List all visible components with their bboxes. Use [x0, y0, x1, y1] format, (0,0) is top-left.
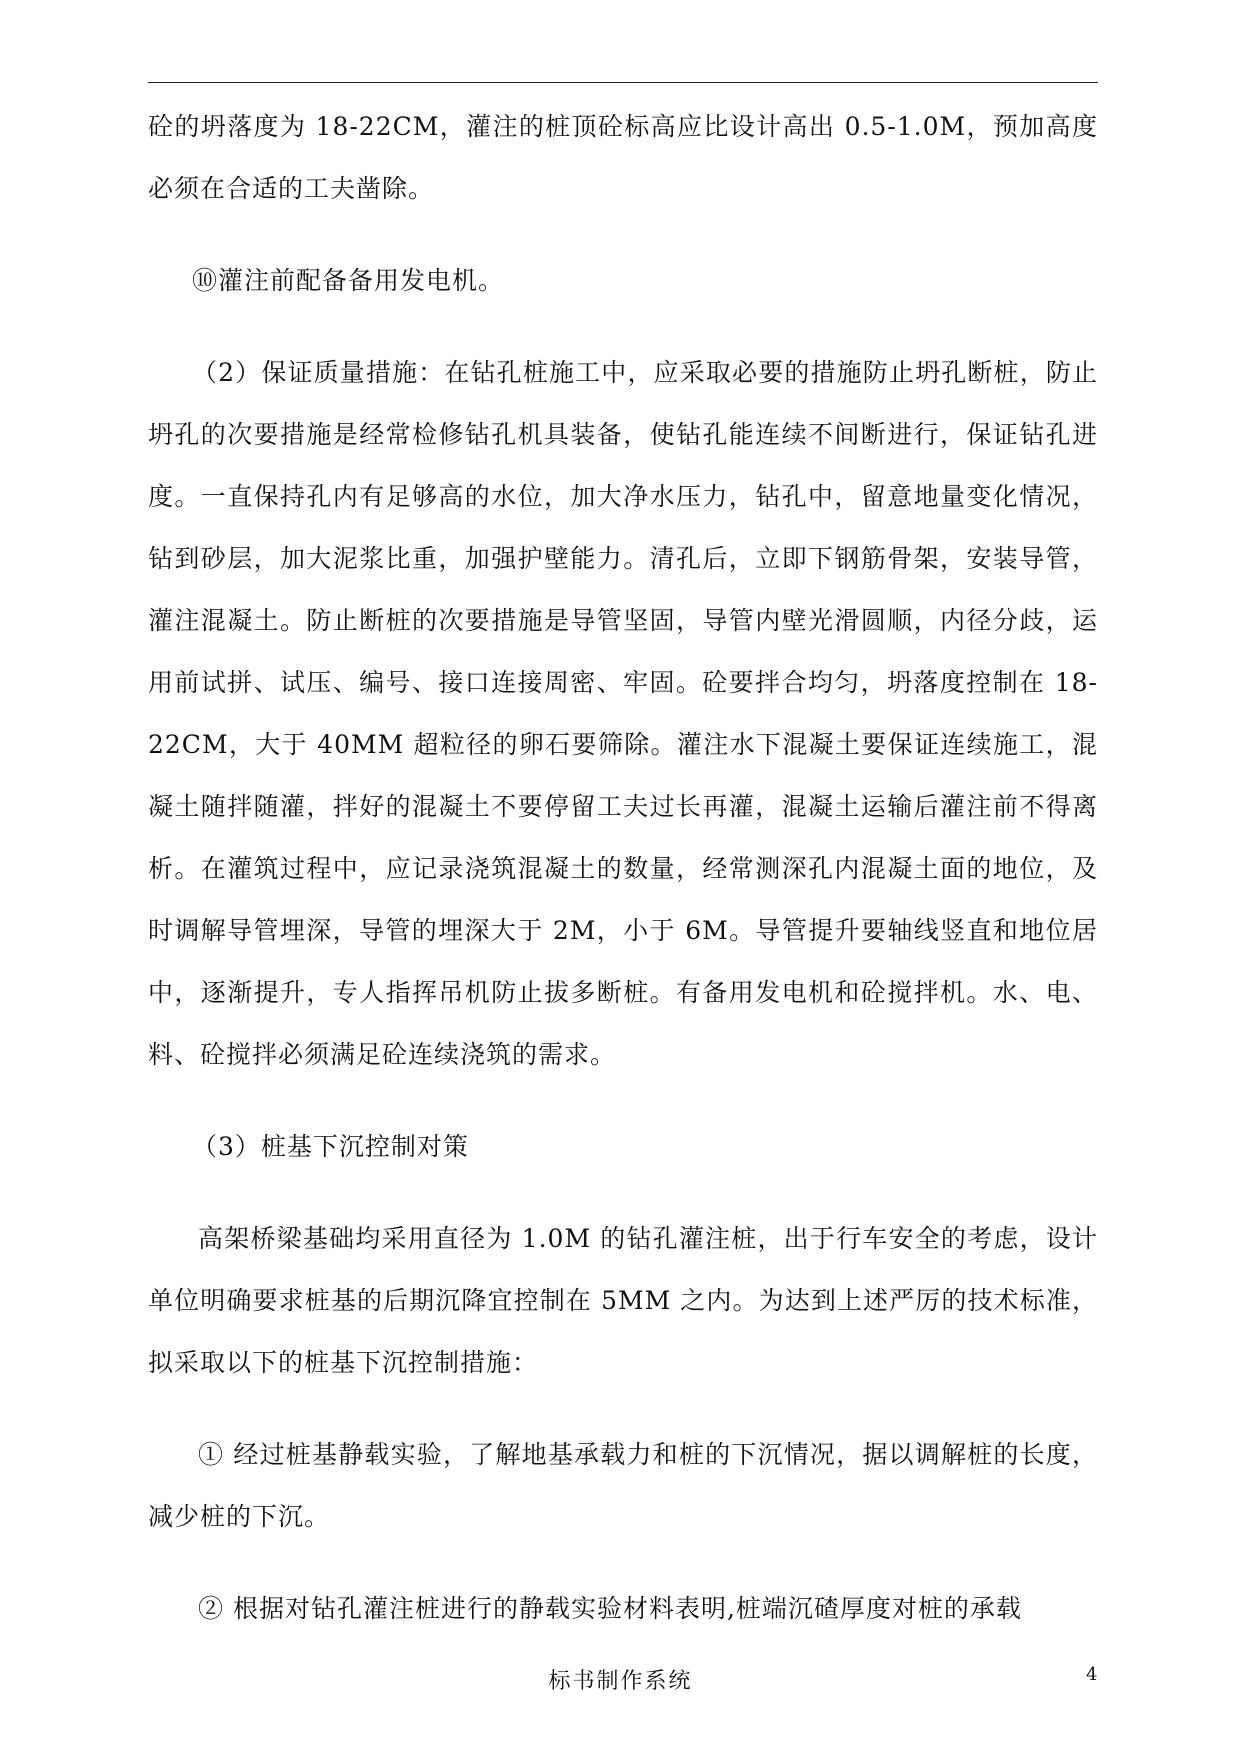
footer-title: 标书制作系统	[548, 1669, 693, 1694]
paragraph-item-1: ① 经过桩基静载实验，了解地基承载力和桩的下沉情况，据以调解桩的长度，减少桩的下沉。	[148, 1440, 1098, 1531]
paragraph-item-2: ② 根据对钻孔灌注桩进行的静载实验材料表明,桩端沉碴厚度对桩的承载	[198, 1594, 1022, 1623]
paragraph-quality-measures: （2）保证质量措施：在钻孔桩施工中，应采取必要的措施防止坍孔断桩，防止坍孔的次要措施是经常检修钻孔机具装备，使钻孔能连续不间断进行，保证钻孔进度。一直保持孔内有足够高的水位，加大净水压力，钻孔中，留意地量变化情况，钻到砂层，加大泥浆比重，加强护壁能力。清孔后，立即下钢筋骨架，安装导管，灌注混凝土。防止断桩的次要措施是导管坚固，导管内壁光滑圆顺，内径分歧，运用前试拼、试压、编号、接口连接周密、牢固。砼要拌合均匀，坍落度控制在 18-22CM，大于 40MM 超粒径的卵石要筛除。灌注水下混凝土要保证连续施工，混凝土随拌随灌，拌好的混凝土不要停留工夫过长再灌，混凝土运输后灌注前不得离析。在灌筑过程中，应记录浇筑混凝土的数量，经常测深孔内混凝土面的地位，及时调解导管埋深，导管的埋深大于 2M，小于 6M。导管提升要轴线竖直和地位居中，逐渐提升，专人指挥吊机防止拔多断桩。有备用发电机和砼搅拌机。水、电、料、砼搅拌必须满足砼连续浇筑的需求。	[148, 358, 1098, 1069]
document-body	[148, 96, 1098, 1640]
header-rule	[148, 82, 1098, 83]
paragraph-continuation: 砼的坍落度为 18-22CM，灌注的桩顶砼标高应比设计高出 0.5-1.0M，预加高度必须在合适的工夫凿除。	[148, 112, 1098, 203]
section-heading-pile-settlement: （3）桩基下沉控制对策	[192, 1132, 469, 1161]
page-number: 4	[1086, 1664, 1100, 1685]
paragraph-settlement-intro: 高架桥梁基础均采用直径为 1.0M 的钻孔灌注桩，出于行车安全的考虑，设计单位明确要求桩基的后期沉降宜控制在 5MM 之内。为达到上述严厉的技术标准，拟采取以下的桩基下沉控制措施：	[148, 1224, 1098, 1377]
paragraph-item-10: ⑩灌注前配备备用发电机。	[192, 266, 505, 295]
page-footer	[0, 1664, 1241, 1704]
